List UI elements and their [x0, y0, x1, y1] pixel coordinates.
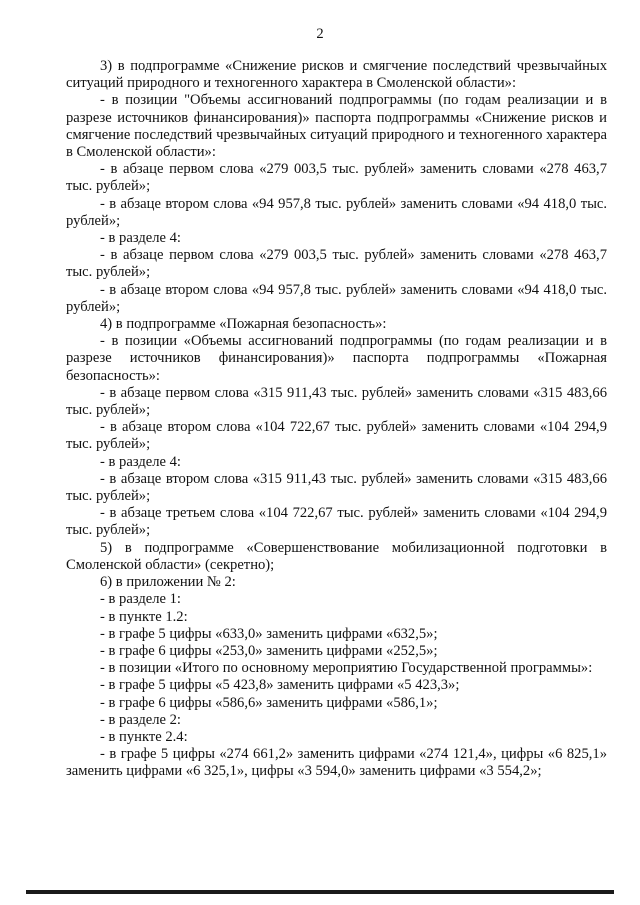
paragraph: - в абзаце первом слова «315 911,43 тыс. рублей» заменить словами «315 483,66 тыс. рублей»; — [66, 384, 607, 419]
paragraph: - в позиции «Итого по основному мероприятию Государственной программы»: — [100, 660, 593, 677]
paragraph: 3) в подпрограмме «Снижение рисков и смягчение последствий чрезвычайных ситуаций природного и техногенного характера в Смоленской области»: — [66, 58, 607, 92]
paragraph: - в разделе 1: — [100, 591, 181, 608]
paragraph: - в абзаце втором слова «94 957,8 тыс. рублей» заменить словами «94 418,0 тыс. рублей»; — [66, 195, 607, 229]
paragraph: - в разделе 2: — [100, 711, 181, 728]
page-number: 2 — [316, 26, 324, 42]
paragraph: - в разделе 4: — [100, 230, 181, 247]
paragraph: - в абзаце втором слова «94 957,8 тыс. рублей» заменить словами «94 418,0 тыс. рублей»; — [66, 281, 607, 315]
paragraph: - в графе 6 цифры «586,6» заменить цифрами «586,1»; — [100, 694, 438, 711]
paragraph: - в графе 5 цифры «633,0» заменить цифрами «632,5»; — [100, 625, 438, 642]
document-body — [66, 58, 607, 781]
paragraph: - в абзаце втором слова «104 722,67 тыс. рублей» заменить словами «104 294,9 тыс. рублей»; — [66, 419, 607, 453]
paragraph: - в абзаце втором слова «315 911,43 тыс. рублей» заменить словами «315 483,66 тыс. рублей»; — [66, 470, 607, 505]
paragraph: - в абзаце третьем слова «104 722,67 тыс. рублей» заменить словами «104 294,9 тыс. рублей»; — [66, 505, 607, 539]
paragraph: - в абзаце первом слова «279 003,5 тыс. рублей» заменить словами «278 463,7 тыс. рублей»; — [66, 247, 607, 281]
paragraph: 5) в подпрограмме «Совершенствование мобилизационной подготовки в Смоленской области» (секретно); — [66, 539, 607, 573]
paragraph: - в разделе 4: — [100, 453, 181, 470]
paragraph: - в пункте 1.2: — [100, 608, 188, 625]
paragraph: - в абзаце первом слова «279 003,5 тыс. рублей» заменить словами «278 463,7 тыс. рублей»; — [66, 161, 607, 195]
paragraph: - в графе 6 цифры «253,0» заменить цифрами «252,5»; — [100, 642, 438, 659]
paragraph: - в пункте 2.4: — [100, 728, 188, 745]
paragraph: 4) в подпрограмме «Пожарная безопасность»: — [100, 316, 387, 333]
bottom-rule — [26, 890, 614, 894]
paragraph: - в позиции «Объемы ассигнований подпрограммы (по годам реализации и в разрезе источников финансирования)» паспорта подпрограммы «Пожарная безопасность»: — [66, 333, 607, 384]
paragraph: - в графе 5 цифры «5 423,8» заменить цифрами «5 423,3»; — [100, 677, 460, 694]
paragraph: - в графе 5 цифры «274 661,2» заменить цифрами «274 121,4», цифры «6 825,1» заменить цифрами «6 325,1», цифры «3 594,0» заменить цифрами «3 554,2»; — [66, 746, 607, 780]
paragraph: - в позиции "Объемы ассигнований подпрограммы (по годам реализации и в разрезе источников финансирования)» паспорта подпрограммы «Снижение рисков и смягчение последствий чрезвычайных ситуаций природного и техногенного характера в Смоленской области»: — [66, 92, 607, 161]
paragraph: 6) в приложении № 2: — [100, 574, 236, 591]
